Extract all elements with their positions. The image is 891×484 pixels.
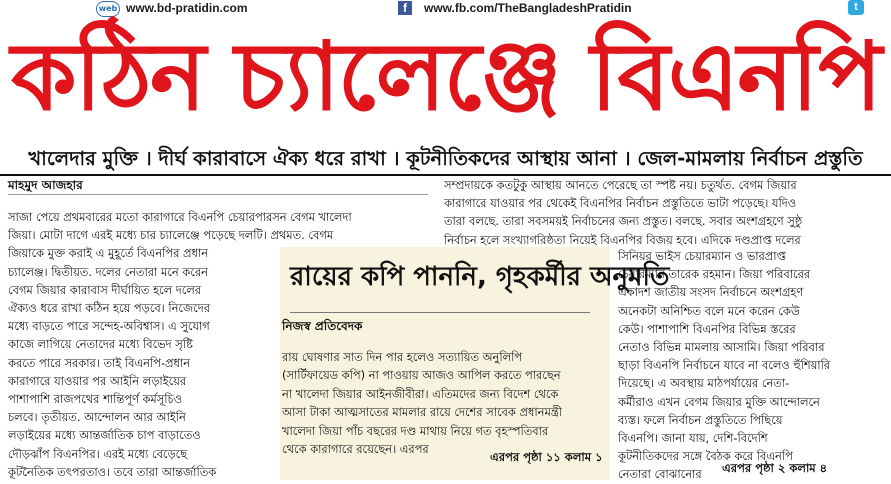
text-line: তারা বলছে. তারা সবসময়ই নির্বাচনের জন্য প্রস্তুত। বলছে. সবার অংশগ্রহণে সুষ্ঠু xyxy=(444,214,803,229)
text-line: করতে পারে সরকার। তাই বিএনপি-প্রধান xyxy=(8,355,191,370)
text-line: কূটনীতিকদের সঙ্গে বৈঠক করে বিএনপি xyxy=(618,449,793,464)
web-icon: web xyxy=(96,1,120,17)
sidebar-story-divider xyxy=(290,312,590,313)
byline-divider xyxy=(8,194,428,195)
text-line: নেতারা বোঝানোর xyxy=(618,467,702,482)
text-line: (সার্টিফায়েড কপি) না পাওয়ায় আজও আপিল করতে পারছেন xyxy=(282,368,561,383)
text-line: থেকে কারাগারে রয়েছেন। এরপর xyxy=(282,442,429,457)
text-line: আসা টাকা আত্মসাতের মামলার রায়ে দেশের সাবেক প্রধানমন্ত্রী xyxy=(282,405,562,420)
text-line: একাদশ জাতীয় সংসদ নির্বাচনে অংশগ্রহণ xyxy=(618,285,804,300)
headline: কঠিন চ্যালেঞ্জে বিএনপি xyxy=(10,23,881,132)
text-line: জিয়া। মোটা দাগে এরই মধ্যে চার চ্যালেঞ্জে পড়েছে দলটি। প্রথমত. বেগম xyxy=(8,228,334,243)
sidebar-story-byline: নিজস্ব প্রতিবেদক xyxy=(282,319,363,333)
sidebar-continuation-label: এরপর পৃষ্ঠা ১১ কলাম ১ xyxy=(490,450,603,464)
text-line: ছাড়া বিএনপি নির্বাচনে যাবে না বলেও হুঁশিয়ারি xyxy=(618,358,831,373)
text-line: কারাগারে যাওয়ার পর থেকেই বিএনপির নির্বাচন প্রস্তুতিতে ভাটা পড়েছে। যদিও xyxy=(444,196,797,211)
text-line: নির্বাচন হলে সংখ্যাগরিষ্ঠতা নিয়েই বিএনপির বিজয় হবে। এদিকে দণ্ডপ্রাপ্ত দলের xyxy=(444,232,801,247)
twitter-icon: t xyxy=(848,0,864,15)
text-line: ব্যস্ত। ফলে নির্বাচন প্রস্তুতিতে পিছিয়ে xyxy=(618,412,783,427)
article-column-2 xyxy=(444,176,884,249)
sidebar-story-title: রায়ের কপি পাননি, গৃহকর্মীর অনুমতি xyxy=(290,262,670,292)
text-line: মধ্যে বাড়তে পারে সন্দেহ-অবিশ্বাস। এ সুযোগ xyxy=(8,319,210,334)
facebook-url[interactable]: www.fb.com/TheBangladeshPratidin xyxy=(424,1,632,15)
text-line: সাজা পেয়ে প্রথমবারের মতো কারাগারে বিএনপি চেয়ারপারসন বেগম খালেদা xyxy=(8,210,352,224)
text-line: চলবে। তৃতীয়ত. আন্দোলন আর আইনি xyxy=(8,410,186,425)
text-line: দিয়েছে। এ অবস্থায় মাঠপর্যায়ের নেতা- xyxy=(618,376,790,391)
continuation-label: এরপর পৃষ্ঠা ২ কলাম ৪ xyxy=(722,461,828,475)
byline: মাহমুদ আজহার xyxy=(8,178,83,192)
text-line: কাজে লাগিয়ে নেতাদের মধ্যে বিভেদ সৃষ্টি xyxy=(8,337,193,352)
text-line: বেগম জিয়ার কারাবাস দীর্ঘায়িত হলে দলের xyxy=(8,282,202,297)
text-line: চ্যালেঞ্জ। দ্বিতীয়ত. দলের নেতারা মনে করেন xyxy=(8,264,208,279)
text-line: সম্প্রদায়কে কতটুকু আস্থায় আনতে পেরেছে তা স্পষ্ট নয়। চতুর্থত. বেগম জিয়ার xyxy=(444,178,797,192)
text-line: নেতাও বিভিন্ন মামলায় আসামি। জিয়া পরিবার xyxy=(618,340,825,355)
facebook-icon: f xyxy=(398,1,412,15)
text-line: রায় ঘোষণার সাত দিন পার হলেও সত্যায়িত অনুলিপি xyxy=(282,350,523,364)
text-line: কর্মীরাও এখন বেগম জিয়ার মুক্তি আন্দোলনে xyxy=(618,394,820,409)
text-line: পাশাপাশি রাজপথের শান্তিপূর্ণ কর্মসূচিও xyxy=(8,392,183,407)
text-line: ঐক্যও ধরে রাখা কঠিন হয়ে পড়বে। নিজেদের xyxy=(8,301,211,316)
text-line: কূটনৈতিক তৎপরতাও। তবে তারা আন্তর্জাতিক xyxy=(8,464,217,479)
text-line: কেউ। পাশাপাশি বিএনপির বিভিন্ন স্তরের xyxy=(618,321,796,336)
subheadline: খালেদার মুক্তি । দীর্ঘ কারাবাসে ঐক্য ধরে রাখা । কূটনীতিকদের আস্থায় আনা । জেল-মামলায় নির্বাচন প্রস্তুতি xyxy=(28,147,863,170)
text-line: দৌড়ঝাঁপ বিএনপির। এরই মধ্যে বেড়েছে xyxy=(8,446,188,461)
text-line: সিনিয়র ভাইস চেয়ারম্যান ও ভারপ্রাপ্ত xyxy=(618,249,786,263)
text-line: কারাগারে যাওয়ার পর আইনি লড়াইয়ের xyxy=(8,373,187,388)
site-url[interactable]: www.bd-pratidin.com xyxy=(126,1,248,15)
sidebar-story-body xyxy=(282,348,606,458)
text-line: খালেদা জিয়া পাঁচ বছরের দণ্ড মাথায় নিয়ে গত বৃহস্পতিবার xyxy=(282,423,549,438)
text-line: বিএনপি। জানা যায়, দেশি-বিদেশি xyxy=(618,431,768,446)
text-line: জিয়াকে মুক্ত করাই এ মুহূর্তে বিএনপির প্রধান xyxy=(8,246,208,261)
text-line: চেয়ারম্যান তারেক রহমান। জিয়া পরিবারের xyxy=(618,267,811,282)
text-line: অনেকটা অনিশ্চিত বলে মনে করেন কেউ xyxy=(618,303,800,318)
text-line: লড়াইয়ের মধ্যে আন্তর্জাতিক চাপ বাড়াতেও xyxy=(8,428,201,443)
text-line: না খালেদা জিয়ার আইনজীবীরা। এতিমদের জন্য বিদেশ থেকে xyxy=(282,386,559,401)
